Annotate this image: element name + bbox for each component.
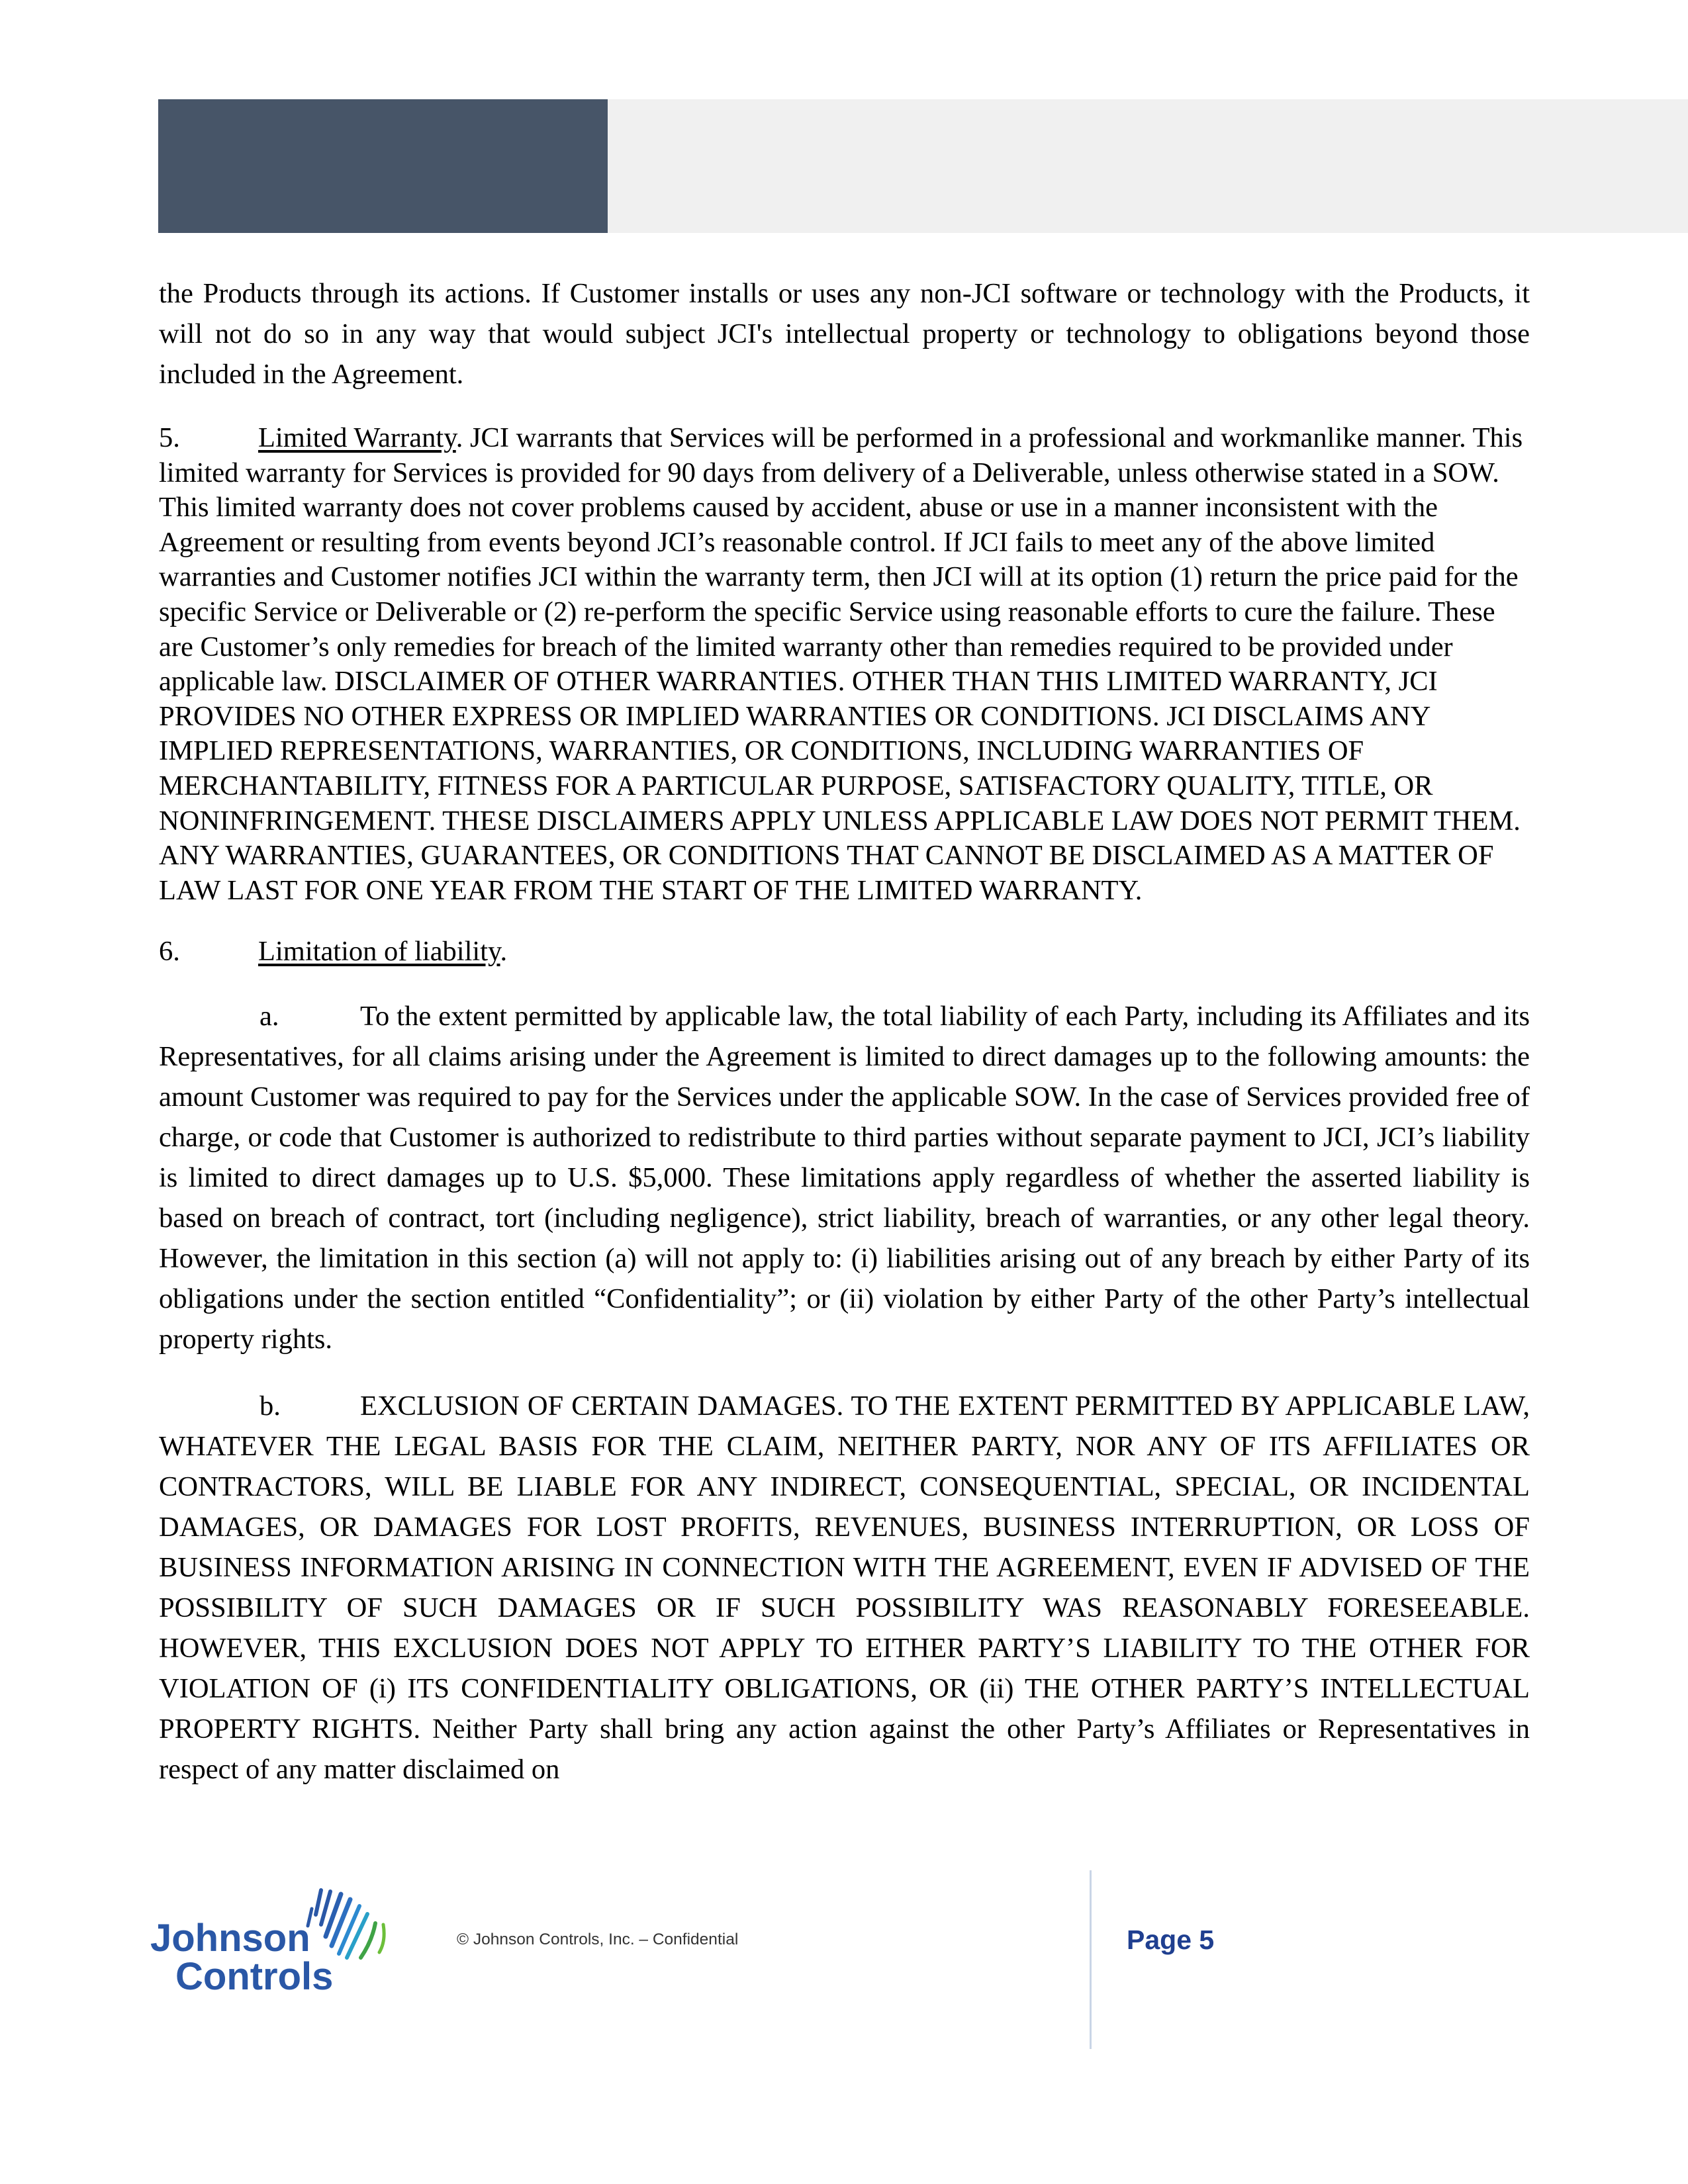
section-6b-label: b. xyxy=(259,1390,281,1422)
header-dark-block xyxy=(158,99,608,233)
section-6a-label: a. xyxy=(259,1000,279,1032)
logo-text-johnson: Johnson xyxy=(150,1917,310,1960)
footer-copyright: © Johnson Controls, Inc. – Confidential xyxy=(457,1931,739,1948)
section-6-heading-line xyxy=(159,934,1530,970)
section-6-number: 6. xyxy=(159,936,180,968)
footer-divider xyxy=(1090,1870,1092,2049)
section-6b xyxy=(159,1386,1530,1790)
section-5-number: 5. xyxy=(159,422,180,453)
logo-text-controls: Controls xyxy=(175,1955,334,1997)
section-5-limited-warranty xyxy=(159,421,1530,908)
logo-wave-icon xyxy=(308,1890,384,1958)
section-5-heading: Limited Warranty xyxy=(258,422,456,453)
page-number: Page 5 xyxy=(1127,1925,1215,1955)
intro-paragraph: the Products through its actions. If Customer installs or uses any non-JCI software or technology with the Products, it will not do so in any way that would subject JCI's intellectual property or technology to obligations beyond those included in the Agreement. xyxy=(159,278,1530,390)
header-light-band xyxy=(608,99,1688,233)
section-6-heading: Limitation of liability xyxy=(258,936,500,968)
section-6a xyxy=(159,996,1530,1359)
section-6a-text: To the extent permitted by applicable law, the total liability of each Party, including its Affiliates and its Representatives, for all claims arising under the Agreement is limited to direct damages up to the following amounts: the amount Customer was required to pay for the Services under the applicable SOW. In the case of Services provided free of charge, or code that Customer is authorized to redistribute to third parties without separate payment to JCI, JCI’s liability is limited to direct damages up to U.S. $5,000. These limitations apply regardless of whether the asserted liability is based on breach of contract, tort (including negligence), strict liability, breach of warranties, or any other legal theory. However, the limitation in this section (a) will not apply to: (i) liabilities arising out of any breach by either Party of its obligations under the section entitled “Confidentiality”; or (ii) violation by either Party of the other Party’s intellectual property rights. xyxy=(159,1000,1530,1355)
johnson-controls-logo xyxy=(150,1885,422,1997)
section-6-heading-suffix: . xyxy=(500,936,508,968)
document-body xyxy=(159,273,1530,1790)
section-5-body: . JCI warrants that Services will be performed in a professional and workmanlike manner. This limited warranty for Services is provided for 90 days from delivery of a Deliverable, unless otherwise stated in a SOW. This limited warranty does not cover problems caused by accident, abuse or use in a manner inconsistent with the Agreement or resulting from events beyond JCI’s reasonable control. If JCI fails to meet any of the above limited warranties and Customer notifies JCI within the warranty term, then JCI will at its option (1) return the price paid for the specific Service or Deliverable or (2) re-perform the specific Service using reasonable efforts to cure the failure. These are Customer’s only remedies for breach of the limited warranty other than remedies required to be provided under applicable law. DISCLAIMER OF OTHER WARRANTIES. OTHER THAN THIS LIMITED WARRANTY, JCI PROVIDES NO OTHER EXPRESS OR IMPLIED WARRANTIES OR CONDITIONS. JCI DISCLAIMS ANY IMPLIED REPRESENTATIONS, WARRANTIES, OR CONDITIONS, INCLUDING WARRANTIES OF MERCHANTABILITY, FITNESS FOR A PARTICULAR PURPOSE, SATISFACTORY QUALITY, TITLE, OR NONINFRINGEMENT. THESE DISCLAIMERS APPLY UNLESS APPLICABLE LAW DOES NOT PERMIT THEM. ANY WARRANTIES, GUARANTEES, OR CONDITIONS THAT CANNOT BE DISCLAIMED AS A MATTER OF LAW LAST FOR ONE YEAR FROM THE START OF THE LIMITED WARRANTY. xyxy=(159,422,1523,906)
section-6b-text: EXCLUSION OF CERTAIN DAMAGES. TO THE EXTENT PERMITTED BY APPLICABLE LAW, WHATEVER THE LEGAL BASIS FOR THE CLAIM, NEITHER PARTY, NOR ANY OF ITS AFFILIATES OR CONTRACTORS, WILL BE LIABLE FOR ANY INDIRECT, CONSEQUENTIAL, SPECIAL, OR INCIDENTAL DAMAGES, OR DAMAGES FOR LOST PROFITS, REVENUES, BUSINESS INTERRUPTION, OR LOSS OF BUSINESS INFORMATION ARISING IN CONNECTION WITH THE AGREEMENT, EVEN IF ADVISED OF THE POSSIBILITY OF SUCH DAMAGES OR IF SUCH POSSIBILITY WAS REASONABLY FORESEEABLE. HOWEVER, THIS EXCLUSION DOES NOT APPLY TO EITHER PARTY’S LIABILITY TO THE OTHER FOR VIOLATION OF (i) ITS CONFIDENTIALITY OBLIGATIONS, OR (ii) THE OTHER PARTY’S INTELLECTUAL PROPERTY RIGHTS. Neither Party shall bring any action against the other Party’s Affiliates or Representatives in respect of any matter disclaimed on xyxy=(159,1390,1530,1785)
